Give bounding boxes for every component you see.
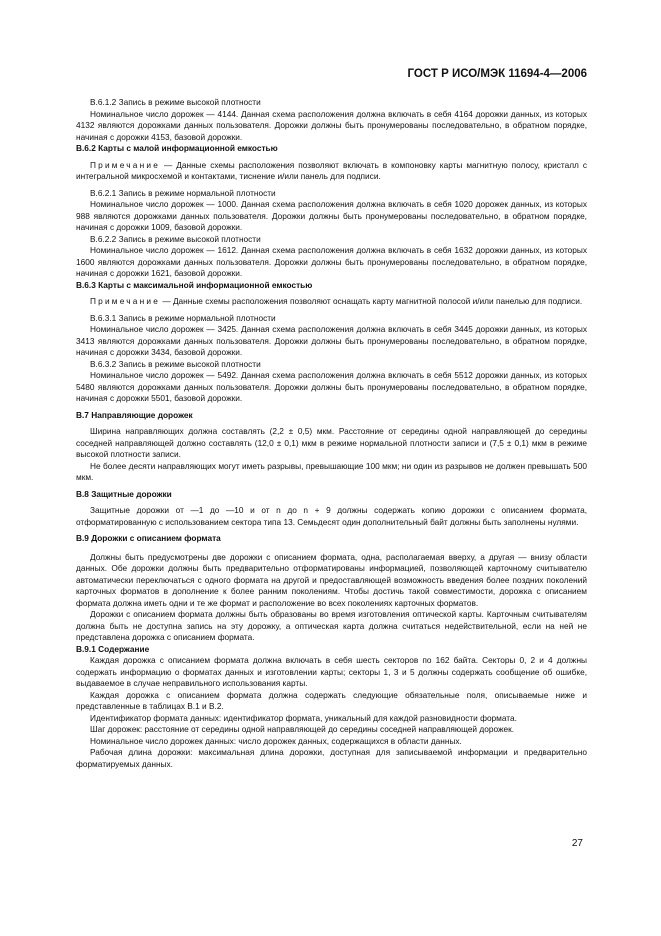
- paragraph-text: Номинальное число дорожек — 1612. Данная схема расположения должна включать в себя 1632 дорожки данных, из которых 1600 являются дорожками данных пользователя. Дорожки должны быть пронумерованы последовательно, в обратном порядке, начиная с дорожки 1621, базовой дорожки.: [76, 245, 587, 278]
- paragraph-text: В.6.3.2 Запись в режиме высокой плотности: [90, 358, 261, 369]
- paragraph-text: — Данные схемы расположения позволяют оснащать карту магнитной полосой и/или панелью для подписи.: [160, 296, 583, 306]
- section-heading: [76, 143, 587, 155]
- paragraph-text: В.7 Направляющие дорожек: [76, 409, 193, 420]
- section-heading: [76, 533, 587, 545]
- note-label: Примечание: [90, 159, 161, 170]
- paragraph-text: В.6.3.1 Запись в режиме нормальной плотности: [90, 312, 276, 323]
- paragraph: [76, 370, 587, 405]
- paragraph-text: Номинальное число дорожек — 4144. Данная схема расположения должна включать в себя 4164 дорожки данных, из которых 4132 являются дорожками данных пользователя. Дорожки должны быть пронумерованы последовательно, в обратном порядке, начиная с дорожки 4153, базовой дорожки.: [76, 108, 587, 142]
- section-heading: [76, 489, 587, 501]
- paragraph: [76, 713, 587, 725]
- paragraph: [76, 199, 587, 234]
- section-heading: [76, 410, 587, 422]
- paragraph: [76, 97, 587, 109]
- paragraph: [76, 505, 587, 528]
- paragraph-text: Должны быть предусмотрены две дорожки с описанием формата, одна, располагаемая вверху, а другая — внизу области данных. Обе дорожки должны быть предварительно отформатированы информацией, позволяющей карточному считывателю автоматически переключаться с одного формата на другой и предоставляющей возможность введения более поздних поколений карточных форматов в дополнение к более ранним поколениям. Чтобы достичь такой совместимости, дорожка с описанием формата должна иметь одни и те же формат и расположение во всех поколениях карточных форматов.: [76, 551, 587, 608]
- paragraph-text: В.6.1.2 Запись в режиме высокой плотности: [90, 97, 261, 107]
- paragraph: [76, 736, 587, 748]
- paragraph: [76, 461, 587, 484]
- paragraph-text: Идентификатор формата данных: идентификатор формата, уникальный для каждой разновидности формата.: [90, 712, 517, 723]
- paragraph: [76, 109, 587, 144]
- paragraph-text: Каждая дорожка с описанием формата должна содержать следующие обязательные поля, описываемые ниже и представленные в таблицах В.1 и В.2.: [76, 689, 587, 711]
- paragraph: [76, 552, 587, 610]
- paragraph: [76, 426, 587, 461]
- paragraph-text: — Данные схемы расположения позволяют включать в компоновку карты магнитную полосу, кристалл с интегральной микросхемой и контактами, тиснение и/или панель для подписи.: [76, 159, 587, 181]
- paragraph: [76, 188, 587, 200]
- paragraph-text: Каждая дорожка с описанием формата должна включать в себя шесть секторов по 162 байта. Секторы 0, 2 и 4 должны содержать информацию о форматах данных и изготовлении карты; секторы 1, 3 и 5 должны содержать сообщение об ошибке, выдаваемое в случае неправильного использования карты.: [76, 655, 587, 688]
- paragraph: [76, 747, 587, 770]
- note-label: Примечание: [90, 296, 161, 306]
- section-heading: [76, 644, 587, 656]
- paragraph: [76, 245, 587, 280]
- document-header: ГОСТ Р ИСО/МЭК 11694-4—2006: [407, 68, 587, 80]
- paragraph: [76, 359, 587, 371]
- paragraph-text: Рабочая длина дорожки: максимальная длина дорожки, доступная для записываемой информации и предварительно форматируемых данных.: [76, 747, 587, 769]
- paragraph-text: В.6.3 Карты с максимальной информационной емкостью: [76, 279, 313, 290]
- paragraph-text: Не более десяти направляющих могут иметь разрывы, превышающие 100 мкм; ни один из разрывов не должен превышать 500 мкм.: [76, 460, 587, 482]
- paragraph: [76, 724, 587, 736]
- document-body: [76, 97, 587, 770]
- paragraph-text: Номинальное число дорожек — 3425. Данная схема расположения должна включать в себя 3445 дорожки данных, из которых 3413 являются дорожками данных пользователя. Дорожки должны быть пронумерованы последовательно, в обратном порядке, начиная с дорожки 3434, базовой дорожки.: [76, 324, 587, 357]
- paragraph-text: В.9 Дорожки с описанием формата: [76, 533, 221, 543]
- paragraph-text: В.6.2.1 Запись в режиме нормальной плотности: [90, 187, 276, 198]
- page-number: 27: [571, 838, 583, 849]
- paragraph-text: Шаг дорожек: расстояние от середины одной направляющей до середины соседней направляющей дорожек.: [90, 724, 515, 734]
- paragraph-text: Дорожки с описанием формата должны быть образованы во время изготовления оптической карты. Карточным считывателям должна быть не доступна запись на эту дорожку, а оптическая карта должна считаться недействительной, если на ней не представлена дорожка с описанием формата.: [76, 609, 587, 642]
- paragraph-text: В.6.2 Карты с малой информационной емкостью: [76, 143, 278, 153]
- paragraph: [76, 690, 587, 713]
- paragraph-text: Номинальное число дорожек — 1000. Данная схема расположения должна включать в себя 1020 дорожек данных, из которых 988 являются дорожками данных пользователя. Дорожки должны быть пронумерованы последовательно, в обратном порядке, начиная с дорожки 1009, базовой дорожки.: [76, 199, 587, 232]
- paragraph-text: Номинальное число дорожек данных: число дорожек данных, содержащихся в области данных.: [90, 735, 462, 746]
- paragraph-text: В.8 Защитные дорожки: [76, 488, 172, 499]
- section-heading: [76, 280, 587, 292]
- paragraph-text: Номинальное число дорожек — 5492. Данная схема расположения должна включать в себя 5512 дорожки данных, из которых 5480 являются дорожками данных пользователя. Дорожки должны быть пронумерованы последовательно, в обратном порядке, начиная с дорожки 5501, базовой дорожки.: [76, 370, 587, 403]
- paragraph: [76, 609, 587, 644]
- paragraph: [76, 324, 587, 359]
- paragraph-text: В.6.2.2 Запись в режиме высокой плотности: [90, 233, 261, 244]
- paragraph: [76, 296, 587, 308]
- paragraph-text: Защитные дорожки от —1 до —10 и от n до n + 9 должны содержать копию дорожки с описанием формата, отформатированную с использованием сектора типа 13. Семьдесят один дополнительный байт должны быть заполнены нулями.: [76, 505, 587, 527]
- paragraph-text: В.9.1 Содержание: [76, 643, 150, 654]
- paragraph: [76, 160, 587, 183]
- paragraph-text: Ширина направляющих должна составлять (2,2 ± 0,5) мкм. Расстояние от середины одной направляющей до середины соседней направляющей должно составлять (12,0 ± 0,1) мкм в режиме нормальной плотности записи и (7,5 ± 0,1) мкм в режиме высокой плотности записи.: [76, 426, 587, 459]
- paragraph: [76, 655, 587, 690]
- paragraph: [76, 234, 587, 246]
- paragraph: [76, 313, 587, 325]
